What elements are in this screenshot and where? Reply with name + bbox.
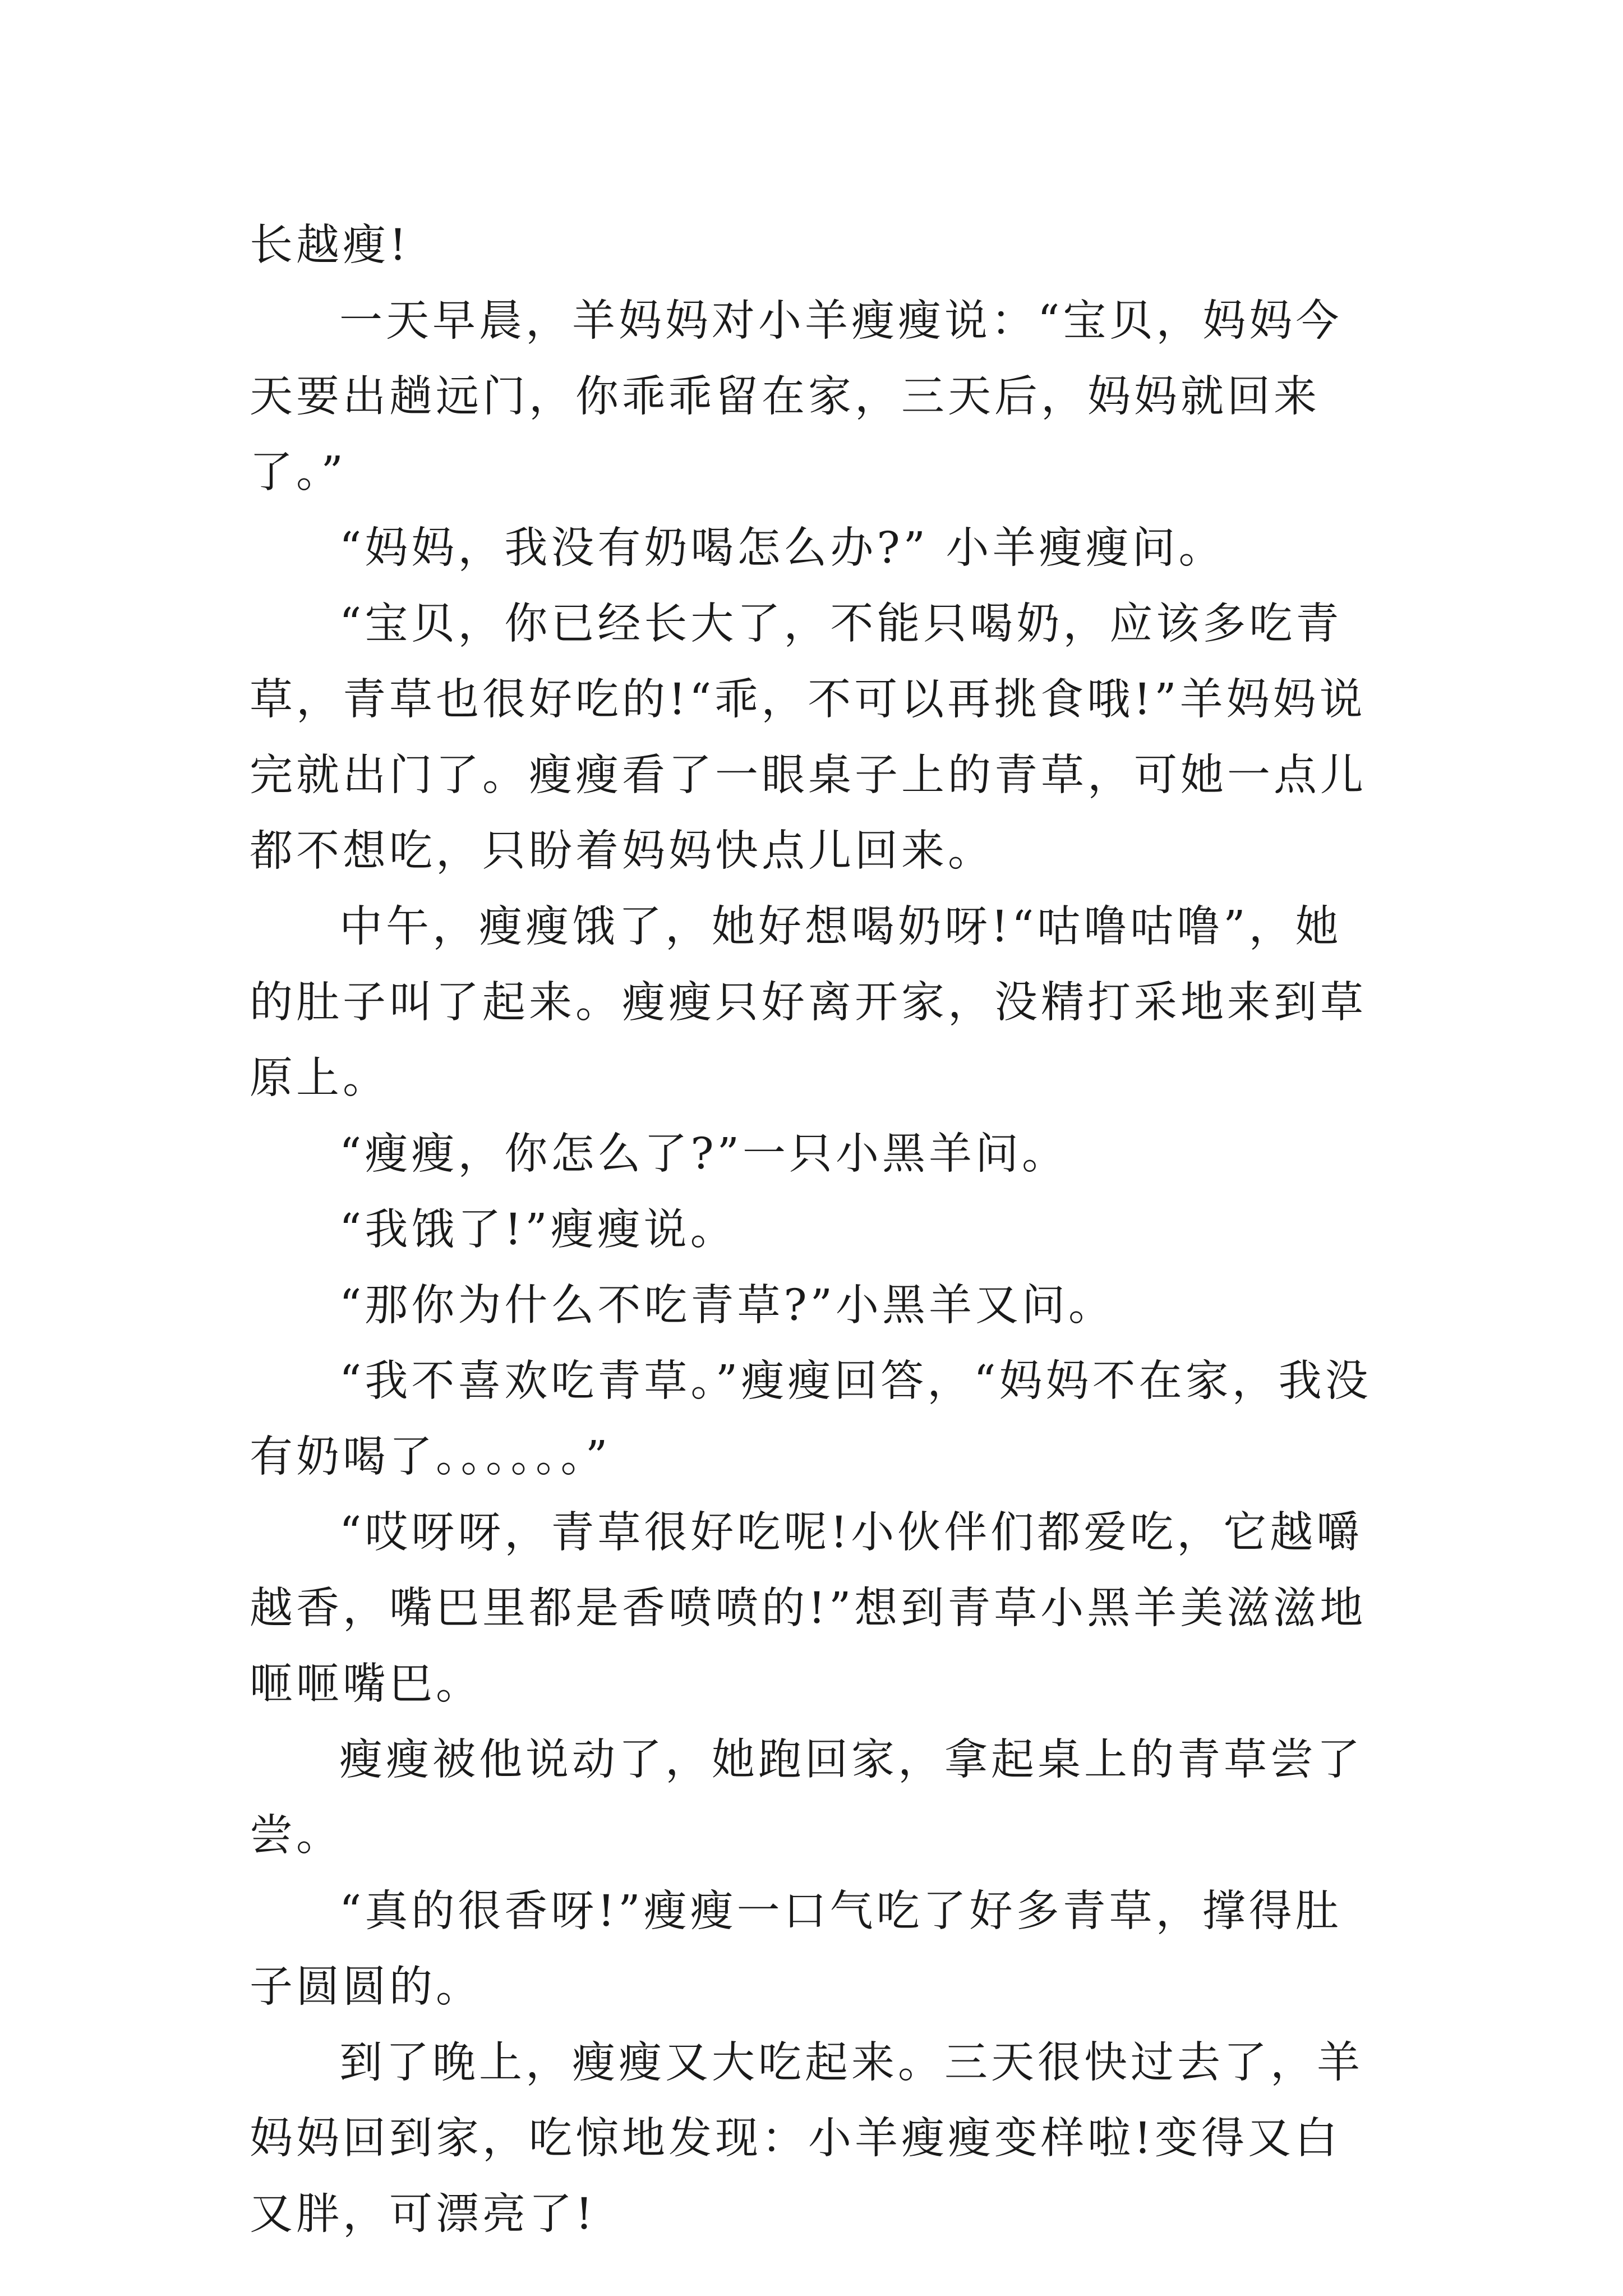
paragraph-12: “真的很香呀!”瘦瘦一口气吃了好多青草，撑得肚子圆圆的。 bbox=[250, 1887, 1342, 2012]
paragraph-5: 中午，瘦瘦饿了，她好想喝奶呀!“咕噜咕噜”，她的肚子叫了起来。瘦瘦只好离开家，没精打采地来到草原上。 bbox=[250, 902, 1367, 1103]
paragraph-4: “宝贝，你已经长大了，不能只喝奶，应该多吃青草，青草也很好吃的!“乖，不可以再挑食哦!”羊妈妈说完就出门了。瘦瘦看了一眼桌子上的青草，可她一点儿都不想吃，只盼着妈妈快点儿回来。 bbox=[250, 599, 1367, 876]
paragraph-6: “瘦瘦，你怎么了?”一只小黑羊问。 bbox=[339, 1129, 1069, 1179]
paragraph-9: “我不喜欢吃青草。”瘦瘦回答，“妈妈不在家，我没有奶喝了。。。。。。” bbox=[250, 1356, 1372, 1482]
paragraph-3: “妈妈，我没有奶喝怎么办?” 小羊瘦瘦问。 bbox=[339, 523, 1225, 573]
story-text bbox=[250, 208, 1382, 2252]
paragraph-1: 长越瘦! bbox=[250, 220, 410, 270]
paragraph-2: 一天早晨，羊妈妈对小羊瘦瘦说：“宝贝，妈妈今天要出趟远门，你乖乖留在家，三天后，妈妈就回来了。” bbox=[250, 296, 1343, 498]
paragraph-8: “那你为什么不吃青草?”小黑羊又问。 bbox=[339, 1281, 1115, 1331]
paragraph-10: “哎呀呀，青草很好吃呢!小伙伴们都爱吃，它越嚼越香，嘴巴里都是香喷喷的!”想到青草小黑羊美滋滋地咂咂嘴巴。 bbox=[250, 1508, 1367, 1709]
paragraph-13: 到了晚上，瘦瘦又大吃起来。三天很快过去了，羊妈妈回到家，吃惊地发现：小羊瘦瘦变样啦!变得又白又胖，可漂亮了! bbox=[250, 2038, 1363, 2239]
paragraph-11: 瘦瘦被他说动了，她跑回家，拿起桌上的青草尝了尝。 bbox=[250, 1735, 1363, 1861]
paragraph-7: “我饿了!”瘦瘦说。 bbox=[339, 1205, 737, 1255]
